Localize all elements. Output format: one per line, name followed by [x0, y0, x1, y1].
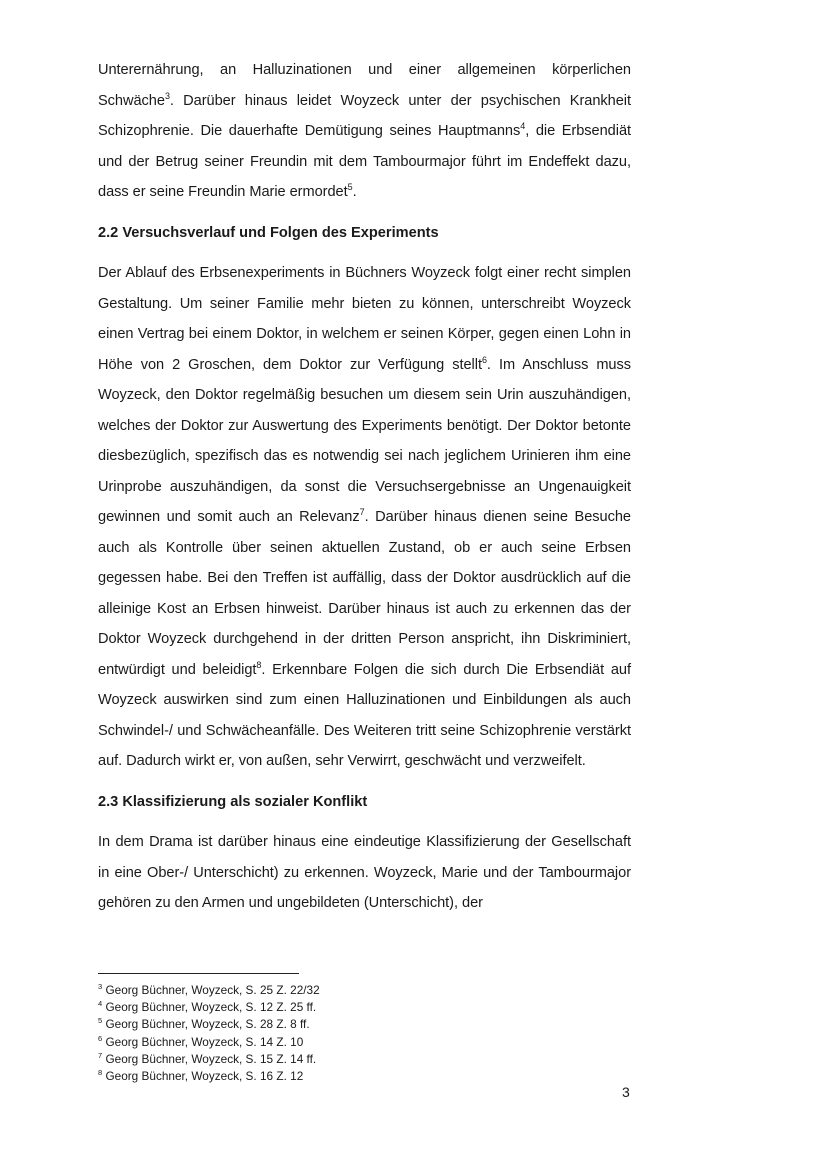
footnote-number: 3	[98, 982, 103, 992]
footnote-4	[98, 999, 320, 1016]
section-heading-2-3: 2.3 Klassifizierung als sozialer Konflikt	[98, 793, 368, 810]
footnote-number: 6	[98, 1033, 103, 1043]
footnote-5	[98, 1016, 320, 1033]
footnote-ref-8[interactable]: 8	[256, 659, 262, 670]
footnote-ref-6[interactable]: 6	[481, 354, 487, 365]
footnote-text: Georg Büchner, Woyzeck, S. 25 Z. 22/32	[105, 983, 320, 997]
footnotes	[98, 982, 320, 1085]
footnote-ref-5[interactable]: 5	[347, 182, 353, 193]
text-run: Unterernährung, an Halluzinationen und einer allgemeinen körperlichen Schwäche	[98, 62, 631, 109]
footnote-text: Georg Büchner, Woyzeck, S. 28 Z. 8 ff.	[105, 1017, 310, 1032]
footnote-text: Georg Büchner, Woyzeck, S. 15 Z. 14 ff.	[105, 1051, 317, 1066]
footnote-separator	[98, 973, 299, 974]
section-2-3-paragraph: In dem Drama ist darüber hinaus eine eindeutige Klassifizierung der Gesellschaft in eine Ober-/ Unterschicht) zu erkennen. Woyzeck, Marie und der Tambourmajor gehören zu den Armen und ungebildeten (Unterschicht), der	[98, 834, 631, 911]
section-2-2-paragraph	[98, 258, 631, 777]
footnote-6	[98, 1034, 320, 1051]
footnote-number: 7	[98, 1050, 103, 1060]
footnote-text: Georg Büchner, Woyzeck, S. 12 Z. 25 ff.	[105, 1000, 317, 1015]
footnote-ref-4[interactable]: 4	[520, 121, 526, 132]
text-run: .	[352, 184, 357, 200]
footnote-ref-3[interactable]: 3	[164, 90, 170, 101]
text-run: . Darüber hinaus leidet Woyzeck unter der psychischen Krankheit Schizophrenie. Die dauerhafte Demütigung seines Hauptmanns	[98, 92, 631, 139]
page-number: 3	[622, 1084, 630, 1100]
footnote-text: Georg Büchner, Woyzeck, S. 14 Z. 10	[105, 1034, 304, 1049]
text-run: . Erkennbare Folgen die sich durch Die Erbsendiät auf Woyzeck auswirken sind zum einen Halluzinationen und Einbildungen als auch Schwindel-/ und Schwächeanfälle. Des Weiteren tritt seine Schizophrenie verstärkt auf. Dadurch wirkt er, von außen, sehr Verwirrt, geschwächt und verzweifelt.	[98, 661, 631, 769]
footnote-8	[98, 1068, 320, 1085]
footnote-number: 8	[98, 1068, 103, 1078]
intro-paragraph	[98, 55, 631, 208]
text-run: Der Ablauf des Erbsenexperiments in Büchners Woyzeck folgt einer recht simplen Gestaltung. Um seiner Familie mehr bieten zu können, unterschreibt Woyzeck einen Vertrag bei einem Doktor, in welchem er seinen Körper, gegen einen Lohn in Höhe von 2 Groschen, dem Doktor zur Verfügung stellt	[98, 265, 631, 373]
section-heading-2-2: 2.2 Versuchsverlauf und Folgen des Experiments	[98, 224, 439, 241]
footnote-ref-7[interactable]: 7	[359, 507, 365, 518]
footnote-7	[98, 1051, 320, 1068]
text-run: . Darüber hinaus dienen seine Besuche auch als Kontrolle über seinen aktuellen Zustand, ob er auch seine Erbsen gegessen habe. Bei den Treffen ist auffällig, dass der Doktor ausdrücklich auf die alleinige Kost an Erbsen hinweist. Darüber hinaus ist auch zu erkennen das der Doktor Woyzeck durchgehend in der dritten Person anspricht, ihn Diskriminiert, entwürdigt und beleidigt	[98, 509, 631, 678]
footnote-3	[98, 982, 320, 999]
footnote-number: 5	[98, 1016, 103, 1026]
text-run: , die Erbsendiät und der Betrug seiner Freundin mit dem Tambourmajor führt im Endeffekt dazu, dass er seine Freundin Marie ermordet	[98, 123, 632, 200]
footnote-number: 4	[98, 999, 103, 1009]
document-page	[98, 55, 631, 919]
footnote-text: Georg Büchner, Woyzeck, S. 16 Z. 12	[105, 1069, 304, 1084]
text-run: . Im Anschluss muss Woyzeck, den Doktor regelmäßig besuchen um diesem sein Urin auszuhändigen, welches der Doktor zur Auswertung des Experiments benötigt. Der Doktor betonte diesbezüglich, spezifisch das es notwendig sei nach jeglichem Urinieren ihm eine Urinprobe auszuhändigen, da sonst die Versuchsergebnisse an Ungenauigkeit gewinnen und somit auch an Relevanz	[98, 356, 631, 525]
